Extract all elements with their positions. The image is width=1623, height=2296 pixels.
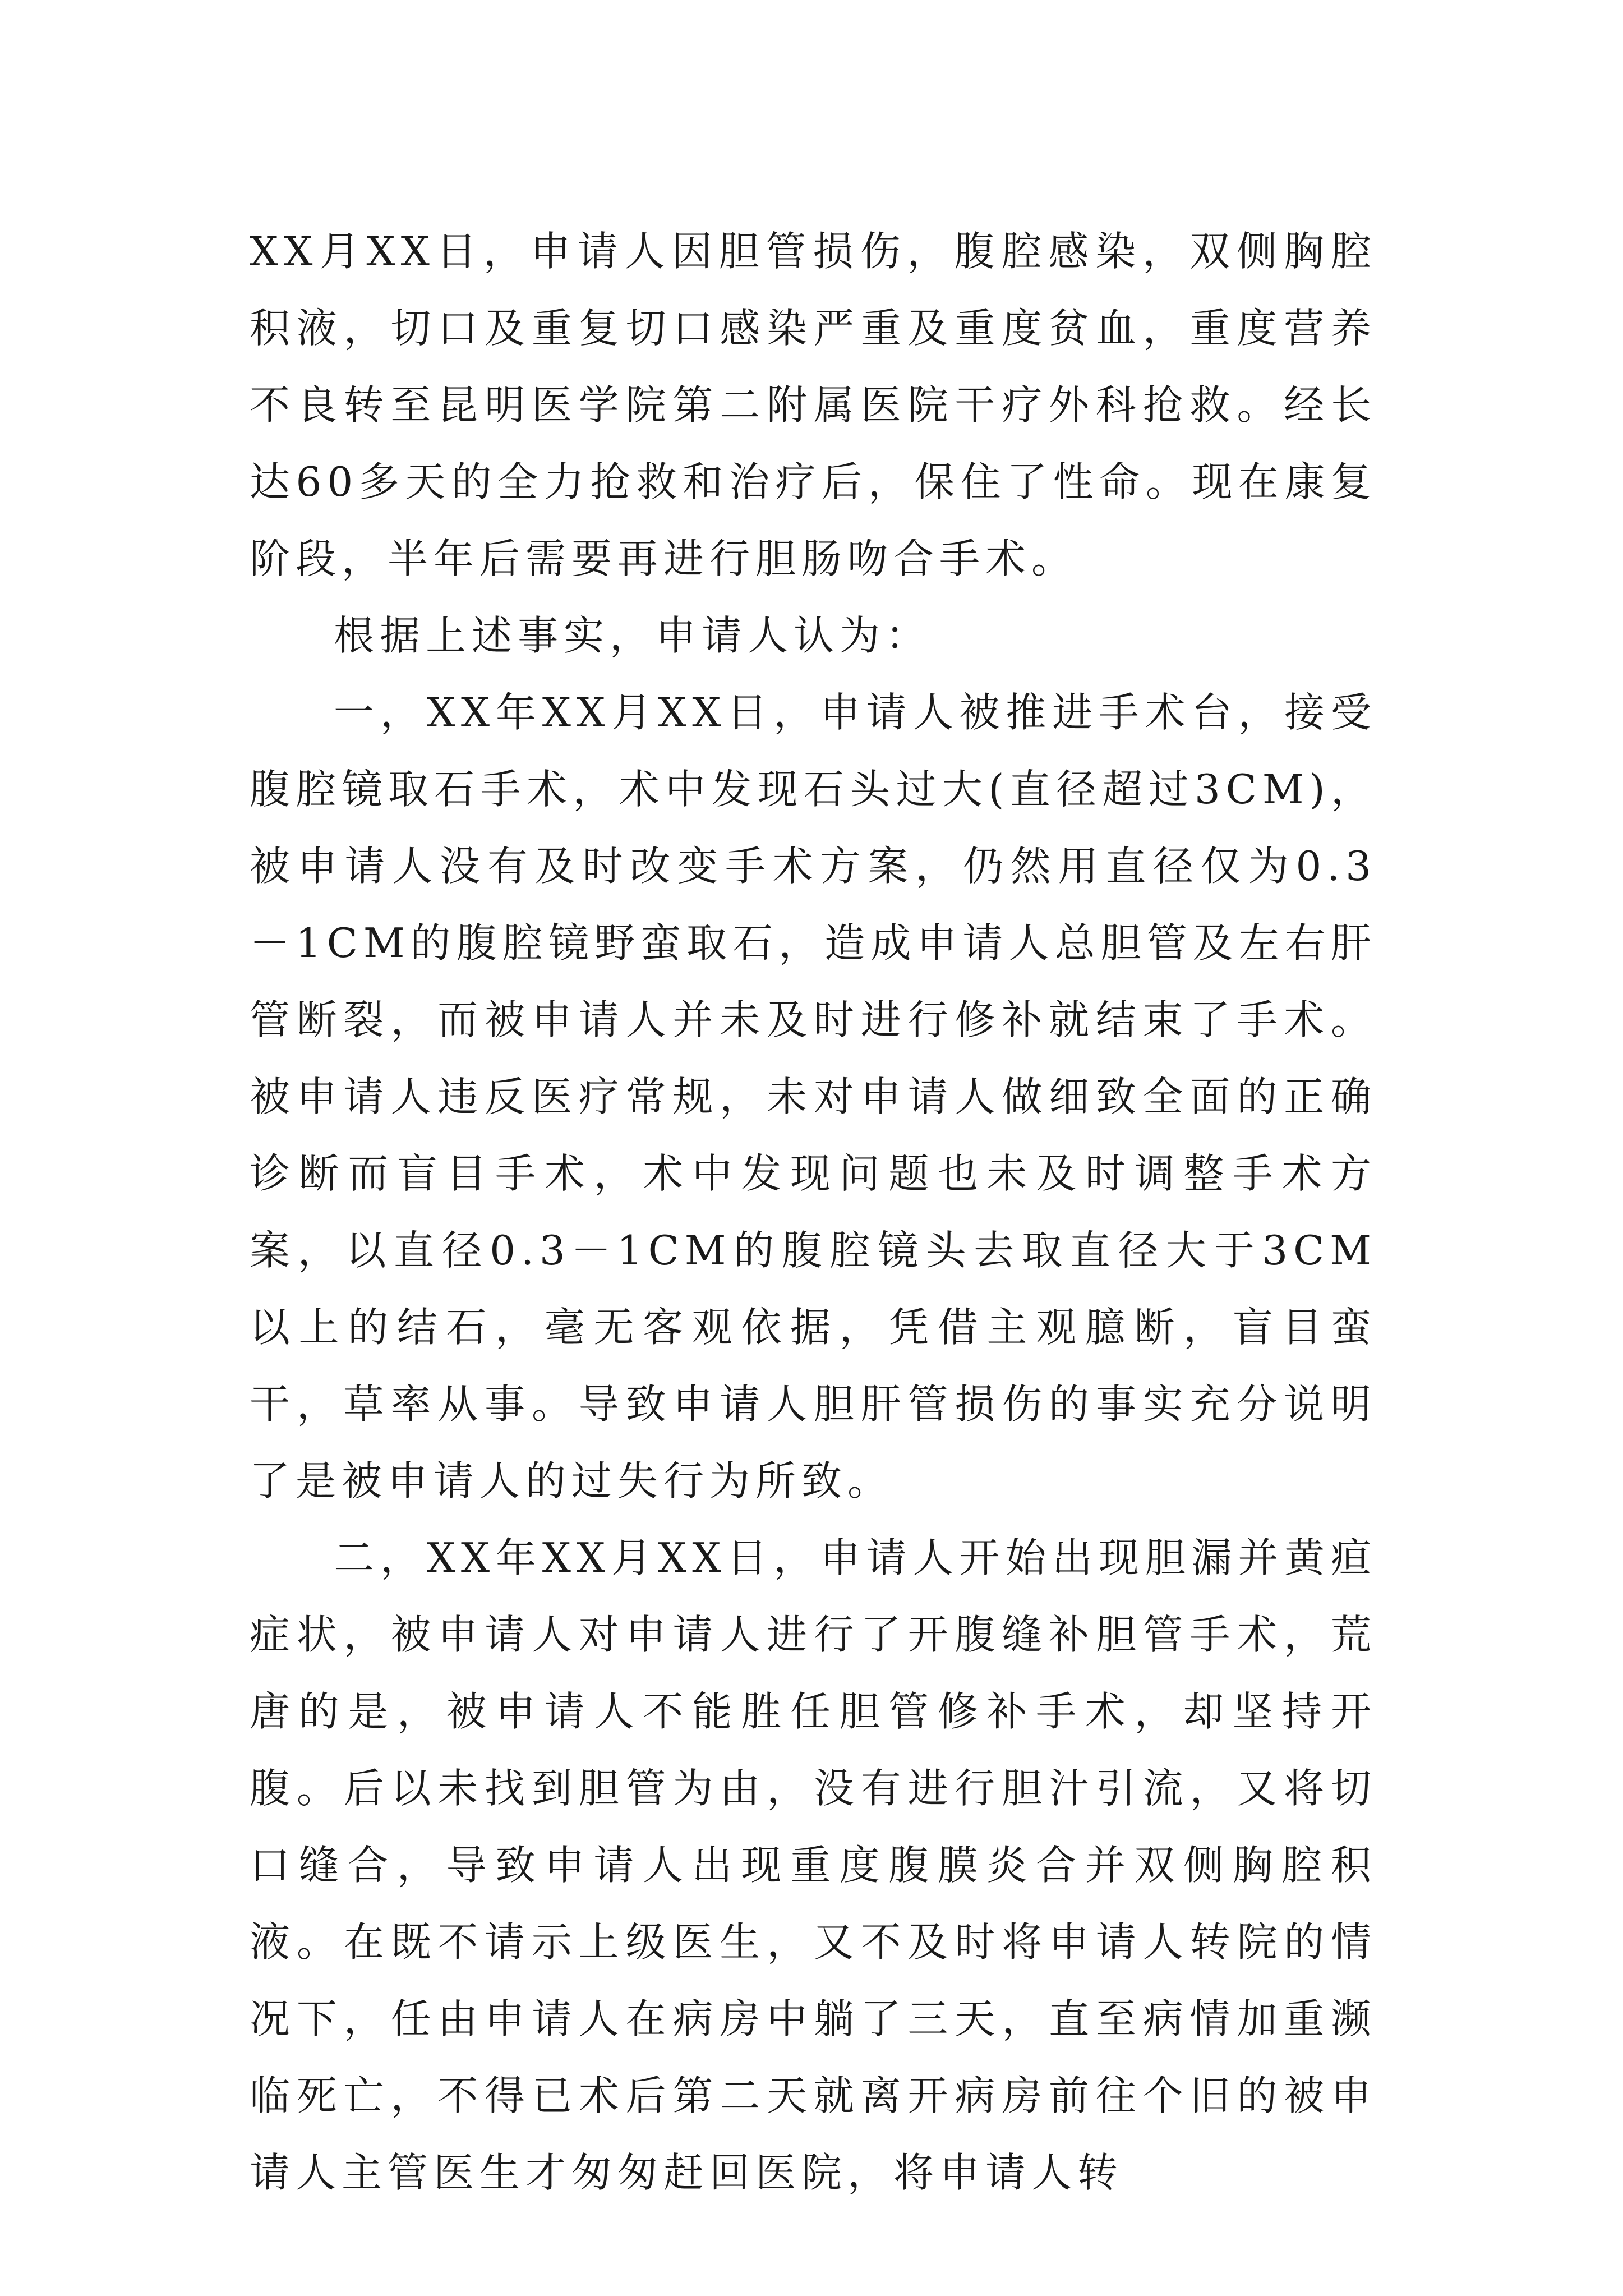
paragraph-transfer-rescue: XX月XX日，申请人因胆管损伤，腹腔感染，双侧胸腔积液，切口及重复切口感染严重及重度贫血，重度营养不良转至昆明医学院第二附属医院干疗外科抢救。经长达60多天的全力抢救和治疗后，保住了性命。现在康复阶段，半年后需要再进行胆肠吻合手术。 xyxy=(250,228,1377,582)
paragraph-point-one: 一，XX年XX月XX日，申请人被推进手术台，接受腹腔镜取石手术，术中发现石头过大(直径超过3CM)，被申请人没有及时改变手术方案，仍然用直径仅为0.3－1CM的腹腔镜野蛮取石，造成申请人总胆管及左右肝管断裂，而被申请人并未及时进行修补就结束了手术。被申请人违反医疗常规，未对申请人做细致全面的正确诊断而盲目手术，术中发现问题也未及时调整手术方案，以直径0.3－1CM的腹腔镜头去取直径大于3CM以上的结石，毫无客观依据，凭借主观臆断，盲目蛮干，草率从事。导致申请人胆肝管损伤的事实充分说明了是被申请人的过失行为所致。 xyxy=(250,689,1377,1504)
document-body xyxy=(250,213,1377,2211)
paragraph-applicant-view: 根据上述事实，申请人认为： xyxy=(334,612,932,659)
paragraph-point-two: 二，XX年XX月XX日，申请人开始出现胆漏并黄疸症状，被申请人对申请人进行了开腹缝补胆管手术，荒唐的是，被申请人不能胜任胆管修补手术，却坚持开腹。后以未找到胆管为由，没有进行胆汁引流，又将切口缝合，导致申请人出现重度腹膜炎合并双侧胸腔积液。在既不请示上级医生，又不及时将申请人转院的情况下，任由申请人在病房中躺了三天，直至病情加重濒临死亡，不得已术后第二天就离开病房前往个旧的被申请人主管医生才匆匆赶回医院，将申请人转 xyxy=(250,1534,1377,2196)
